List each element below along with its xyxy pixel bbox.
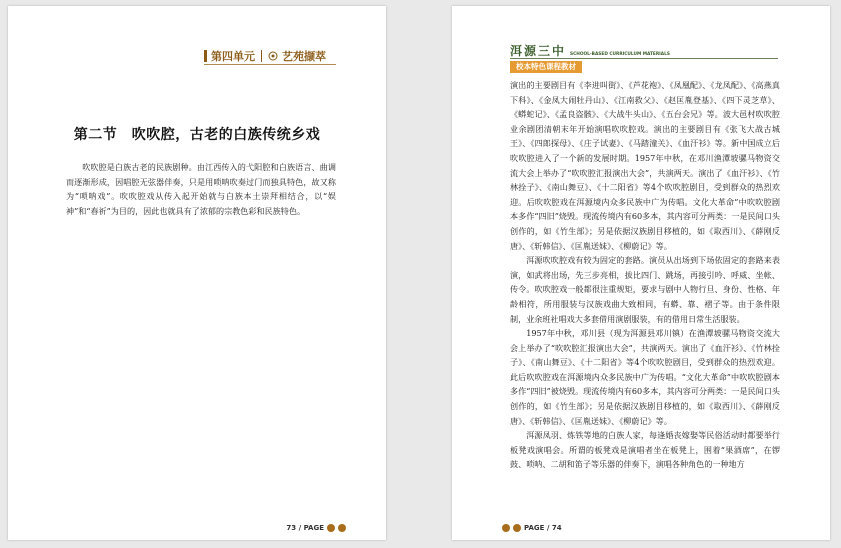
right-body-text: [510, 78, 780, 472]
paragraph: 洱源凤羽、炼铁等地的白族人家，每逢婚丧嫁娶等民俗活动时都要举行板凳戏演唱会。所谓的板凳戏是演唱者坐在板凳上，围着“果酒席”，在锣鼓、唢呐、二胡和笛子等乐器的伴奏下，演唱各种角色的一种地方: [510, 430, 780, 470]
header-rule: [510, 58, 778, 59]
course-band: 校本特色课程教材: [510, 61, 582, 73]
page-dot-icon: [513, 524, 521, 532]
unit-header: [204, 48, 326, 64]
unit-subtitle: 艺苑撷萃: [282, 50, 326, 63]
left-body-text: [66, 160, 336, 218]
unit-label: 第四单元: [211, 50, 255, 63]
paragraph: 演出的主要剧目有《李进叫街》、《芦花袍》、《凤凰配》、《龙凤配》、《高燕真下科》、《金凤大闹牡丹山》、《江南救父》、《赵匡胤登基》、《四下灵芝草》、《蟒蛇记》、《孟良盗骸》、《大战牛头山》、《五台会兄》等。波大邑村吹吹腔业余剧团清朝末年开始演唱吹吹腔戏。演出的主要剧目有《张飞大战古城王》、《四郎探母》、《庄子试妻》、《马踏潼关》、《血汗衫》等。新中国成立后吹吹腔进入了一个新的发展时期。1957年中秋，在邓川渔潭坡骡马物资交流大会上举办了“吹吹腔汇报演出大会”，共演两天。演出了《血汗衫》、《竹林拴子》、《南山舞豆》、《十二阳省》等4个吹吹腔剧目，受到群众的热烈欢迎。后吹吹腔戏在洱源境内众多民族中广为传唱。文化大革命”中吹吹腔剧本多作“四旧”烧毁。现流传境内有60多本，其内容可分两类：一是民间口头创作的，如《竹生部》；另是依据汉族剧目移植的，如《取西川》、《薛刚反唐》、《斩韩信》、《匡胤送妹》、《柳蔚记》等。: [510, 80, 780, 251]
header-rule: [204, 64, 336, 65]
page-dot-icon: [338, 524, 346, 532]
page-label: 73 / PAGE: [286, 524, 324, 532]
right-page: [452, 6, 830, 540]
paragraph: 1957年中秋，邓川县（现为洱源县邓川镇）在渔潭坡骡马物资交流大会上举办了“吹吹腔汇报演出大会”，共演两天。演出了《血汗衫》、《竹林拴子》、《南山舞豆》、《十二阳省》等4个吹吹腔剧目，受到群众的热烈欢迎。此后吹吹腔戏在洱源境内众多民族中广为传唱。“文化大革命”中吹吹腔剧本多作“四旧”被烧毁。现流传境内有60多本，其内容可分两类：一是民间口头创作的，如《竹生部》；另是依据汉族剧目移植的，如《取西川》、《薛刚反唐》、《斩韩信》、《匡胤送妹》、《柳蔚记》等。: [510, 328, 780, 426]
flower-icon: [268, 51, 278, 61]
page-number-left: [286, 524, 346, 532]
page-number-right: [502, 524, 562, 532]
section-title: 第二节 吹吹腔，古老的白族传统乡戏: [73, 127, 321, 143]
left-page: [8, 6, 386, 540]
unit-bar: [204, 50, 207, 62]
unit-divider: [261, 50, 262, 62]
page-dot-icon: [502, 524, 510, 532]
page-dot-icon: [327, 524, 335, 532]
page-label: PAGE / 74: [524, 524, 562, 532]
school-english: SCHOOL-BASED CURRICULUM MATERIALS: [570, 52, 670, 57]
school-header: [510, 42, 670, 59]
paragraph: 吹吹腔是白族古老的民族剧种。由江西传入的弋阳腔和白族语言、曲调而逐渐形成，因唱腔无弦器伴奏，只是用唢呐吹奏过门而独具特色，故又称为“唢呐戏”。吹吹腔戏从传入起开始就与白族本土崇拜相结合，以“娱神”和“春祈”为目的，因此也就具有了浓郁的宗教色彩和民族特色。: [66, 162, 336, 216]
school-name: 洱源三中: [510, 44, 567, 58]
paragraph: 洱源吹吹腔戏有较为固定的套路。演员从出场到下场依固定的套路来表演，如武将出场，先三步亮相，拔比四门、跳场，再接引吟、呼威、坐帐、传令。吹吹腔戏一般都很注重规矩，要求与剧中人物行旦、身份、性格、年龄相符，所用服装与汉族戏曲大致相同，有蟒、靠、褶子等。由于条件限制，业余班社唱戏大多套借用演剧服装，有的借用日常生活服装。: [510, 255, 780, 324]
